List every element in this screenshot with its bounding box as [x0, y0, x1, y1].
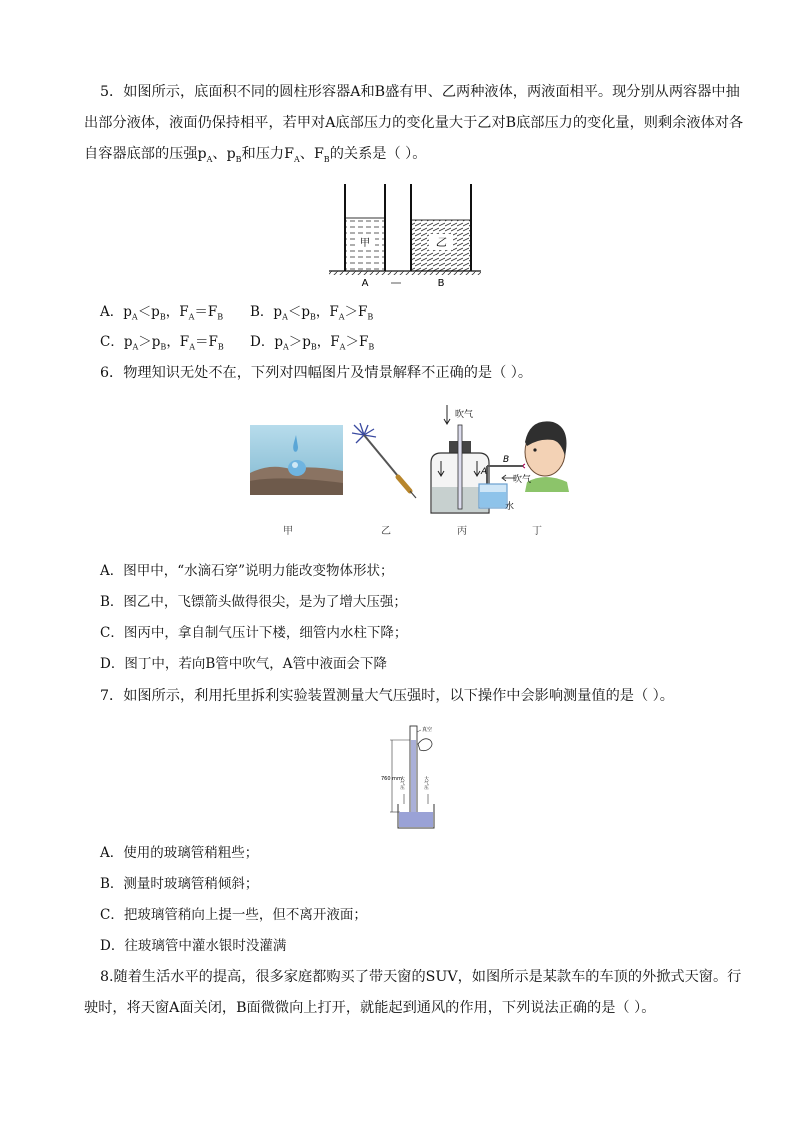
q7-atm-label-2: 大气压 — [423, 776, 429, 790]
q6-caption-yi: 乙 — [381, 526, 391, 537]
q7-height-label: 760 mm — [381, 776, 402, 782]
q5-liquid-b-label: 乙 — [435, 236, 447, 249]
q6-caption-jia: 甲 — [283, 526, 293, 537]
q6-option-c[interactable]: C．图丙中，拿自制气压计下楼，细管内水柱下降； — [100, 625, 408, 641]
q5-option-b[interactable]: B．$p_A<p_B$，$F_A>F_B$ — [250, 304, 374, 322]
q6-option-a[interactable]: A．图甲中，“水滴石穿”说明力能改变物体形状； — [100, 563, 394, 579]
q7-option-a[interactable]: A．使用的玻璃管稍粗些； — [100, 845, 259, 861]
q7-vacuum-label: 真空 — [422, 727, 433, 733]
q5-stem-line-3: 自容器底部的压强$p_A$、$p_B$和压力$F_A$、$F_B$的关系是（ ）。 — [84, 146, 427, 164]
q5-option-d[interactable]: D．$p_A>p_B$，$F_A>F_B$ — [250, 334, 375, 352]
q7-option-d[interactable]: D．往玻璃管中灌水银时没灌满 — [100, 938, 287, 954]
q5-stem-line-2: 出部分液体，液面仍保持相平，若甲对A底部压力的变化量大于乙对B底部压力的变化量，则剩余液体对各 — [84, 115, 744, 131]
q8-stem-line-1: 8.随着生活水平的提高，很多家庭都购买了带天窗的SUV，如图所示是某款车的车顶的外掀式天窗。行 — [100, 969, 742, 985]
q6-ding-blow-label: 吹气 — [513, 475, 532, 485]
q6-ding-water-label: 水 — [505, 502, 515, 512]
q5-containers-figure — [325, 182, 485, 290]
q6-image-ding — [475, 412, 575, 512]
q6-ding-b-label: B — [503, 455, 510, 465]
q6-option-d[interactable]: D．图丁中，若向B管中吹气，A管中液面会下降 — [100, 656, 387, 672]
q6-ding-a-label: A — [481, 467, 488, 477]
q5-container-b-label: B — [437, 278, 445, 289]
q6-bing-blow-label: 吹气 — [455, 410, 474, 420]
q6-image-jia — [250, 425, 343, 495]
q7-option-b[interactable]: B．测量时玻璃管稍倾斜； — [100, 876, 259, 892]
q5-liquid-a-label: 甲 — [360, 238, 370, 249]
q6-image-yi — [350, 423, 425, 501]
q5-container-a-label: A — [361, 278, 369, 289]
q6-caption-ding: 丁 — [532, 526, 542, 537]
q5-stem-line-1: 5．如图所示，底面积不同的圆柱形容器A和B盛有甲、乙两种液体，两液面相平。现分别从两容器中抽 — [100, 84, 740, 100]
q6-stem: 6．物理知识无处不在，下列对四幅图片及情景解释不正确的是（ ）。 — [100, 365, 533, 381]
q8-stem-line-2: 驶时，将天窗A面关闭，B面微微向上打开，就能起到通风的作用，下列说法正确的是（ ）。 — [84, 1000, 656, 1016]
q7-atm-label-1: 大气压 — [399, 776, 405, 790]
q5-option-c[interactable]: C．$p_A>p_B$，$F_A=F_B$ — [100, 334, 224, 352]
q6-caption-bing: 丙 — [457, 526, 467, 537]
q7-option-c[interactable]: C．把玻璃管稍向上提一些，但不离开液面； — [100, 907, 367, 923]
q7-torricelli-figure — [380, 724, 450, 832]
q6-option-b[interactable]: B．图乙中，飞镖箭头做得很尖，是为了增大压强； — [100, 594, 407, 610]
q5-option-a[interactable]: A．$p_A<p_B$，$F_A=F_B$ — [100, 304, 224, 322]
q7-stem: 7．如图所示，利用托里拆利实验装置测量大气压强时，以下操作中会影响测量值的是（ ）。 — [100, 688, 674, 704]
